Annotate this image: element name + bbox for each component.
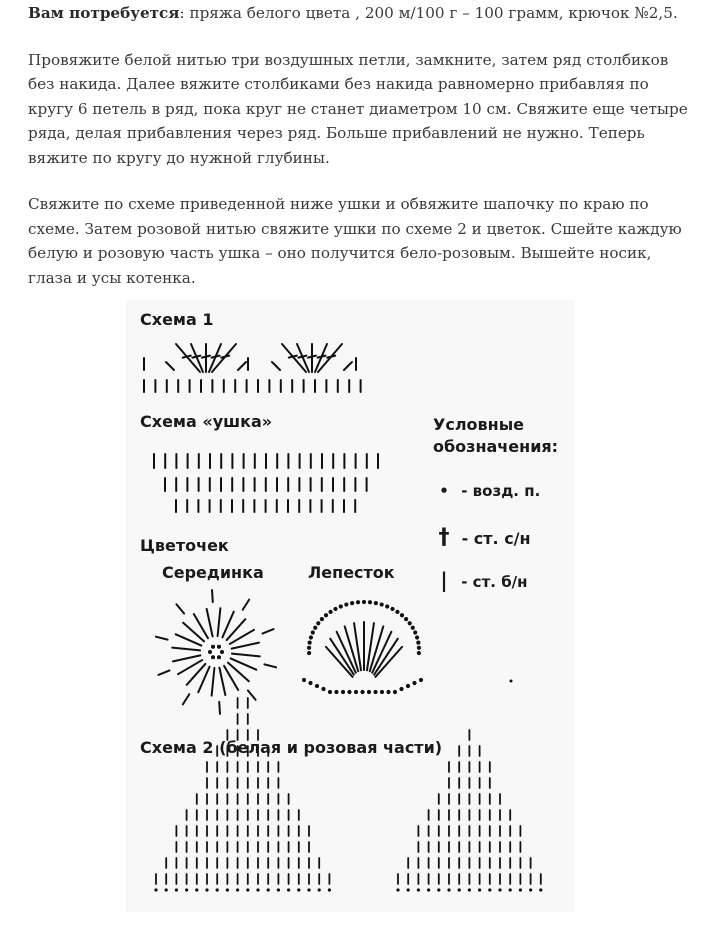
white-part-base-dot [165,888,168,891]
center-chain-dot [208,650,212,654]
petal-chain-dot [339,604,343,608]
petal-base-dot [399,687,403,691]
petal-chain-dot [344,602,348,606]
shell-dc-crossbar [183,356,191,358]
shell-dc-crossbar [192,356,200,358]
pink-part-base-dot [509,888,512,891]
center-ray-mark [218,608,221,636]
pink-part-base-dot [498,888,501,891]
petal-chain-dot [350,601,354,605]
shell-sc-mark [166,362,174,370]
shell-dc-crossbar [318,356,326,358]
white-part-base-dot [195,888,198,891]
center-chain-dot [211,655,215,659]
pink-part-base-dot [529,888,532,891]
white-part-base-dot [216,888,219,891]
shell-sc-mark [272,362,280,370]
pink-part-base-dot [539,888,542,891]
shell-dc-crossbar [308,356,316,358]
center-ray-mark [207,609,213,636]
center-outer-ray-mark [158,670,169,674]
pink-part-base-dot [478,888,481,891]
petal-chain-dot [413,630,417,634]
white-part-base-dot [175,888,178,891]
petal-chain-dot [307,651,311,655]
petal-base-dot [328,690,332,694]
center-ray-mark [172,648,200,651]
legend-item-chain [432,482,540,500]
petal-base-dot [367,690,371,694]
flower-petal-title: Лепесток [308,563,395,582]
petal-chain-dot [356,600,360,604]
petal-base-dot [380,690,384,694]
white-part-base-dot [205,888,208,891]
pink-part-base-dot [447,888,450,891]
shell-dc-crossbar [212,356,220,358]
center-chain-dot [217,655,221,659]
white-part-base-dot [256,888,259,891]
center-chain-dot [217,645,221,649]
petal-chain-dot [400,613,404,617]
shell-sc-mark [238,362,246,370]
center-ray-mark [212,668,215,696]
legend-title [433,414,583,458]
pink-part-base-dot [519,888,522,891]
petal-chain-dot [368,600,372,604]
petal-base-dot [315,684,319,688]
pink-part-base-dot [437,888,440,891]
white-part-base-dot [307,888,310,891]
petal-base-dot [308,681,312,685]
petal-chain-dot [328,610,332,614]
article-text [28,0,688,290]
petal-chain-dot [385,604,389,608]
legend-title-line1: Условные [433,415,525,434]
white-part-base-dot [246,888,249,891]
center-outer-ray-mark [176,604,184,613]
legend-item-dc-text: - ст. с/н [461,529,531,548]
pink-part-base-dot [458,888,461,891]
petal-base-dot [386,690,390,694]
petal-chain-dot [380,602,384,606]
petal-chain-dot [415,635,419,639]
white-part-base-dot [154,888,157,891]
shell-dc-crossbar [298,356,306,358]
bar-icon: | [440,568,448,592]
center-outer-ray-mark [262,629,273,633]
center-ray-mark [232,654,260,657]
petal-chain-dot [416,640,420,644]
petal-base-dot [341,690,345,694]
center-ray-mark [219,668,225,695]
crochet-diagram [126,300,574,912]
instructions-paragraph-2: Свяжите по схеме приведенной ниже ушки и обвяжите шапочку по краю по схеме. Затем розовой нитью свяжите ушки по схеме 2 и цветок. Сшейте каждую белую и розовую часть ушка – оно получится бело-розовым. Вышейте носик, глаза и усы котенка. [28,195,682,287]
pink-part-base-dot [488,888,491,891]
white-part-base-dot [297,888,300,891]
petal-chain-dot [390,607,394,611]
center-chain-dot [211,645,215,649]
pink-part-base-dot [427,888,430,891]
white-part-base-dot [185,888,188,891]
petal-base-dot [347,690,351,694]
petal-base-dot [354,690,358,694]
petal-base-dot [334,690,338,694]
petal-chain-dot [320,617,324,621]
center-ray-mark [232,643,259,649]
petal-chain-dot [324,613,328,617]
petal-base-dot [302,678,306,682]
petal-chain-dot [408,621,412,625]
scheme2-title: Схема 2 (белая и розовая части) [140,738,443,757]
scheme1-title: Схема 1 [140,310,214,329]
white-part-base-dot [328,888,331,891]
petal-base-dot [419,678,423,682]
petal-chain-dot [417,651,421,655]
pink-part-base-dot [407,888,410,891]
shell-dc-crossbar [202,356,210,358]
shell-dc-crossbar [327,356,335,358]
white-part-base-dot [236,888,239,891]
shell-dc-crossbar [221,356,229,358]
legend-title-line2: обозначения: [433,437,559,456]
center-outer-ray-mark [243,600,249,610]
petal-base-dot [373,690,377,694]
dot-icon: • [439,482,449,500]
legend-item-sc [432,568,528,592]
cross-stitch-icon: † [438,525,450,550]
petal-chain-dot [362,600,366,604]
petal-base-dot [393,690,397,694]
petal-base-dot [360,690,364,694]
pink-part-base-dot [468,888,471,891]
white-part-base-dot [267,888,270,891]
petal-chain-dot [311,630,315,634]
center-outer-ray-mark [264,664,276,667]
petal-base-dot [406,684,410,688]
shell-dc-crossbar [289,356,297,358]
pink-part-base-dot [417,888,420,891]
petal-chain-dot [411,626,415,630]
legend-item-sc-text: - ст. б/н [461,573,528,591]
center-ray-mark [173,655,200,661]
shell-sc-mark [344,362,352,370]
petal-chain-dot [417,646,421,650]
instructions-paragraph-1: Провяжите белой нитью три воздушных петли, замкните, затем ряд столбиков без накида. Далее вяжите столбиками без накида равномерно прибавляя по кругу 6 петель в ряд, пока круг не станет диаметром 10 см. Свяжите еще четыре ряда, делая прибавления через ряд. Больше прибавлений не нужно. Теперь вяжите по кругу до нужной глубины. [28,50,688,167]
flower-center-title: Серединка [162,563,264,582]
center-outer-ray-mark [183,694,189,704]
petal-chain-dot [307,646,311,650]
petal-chain-dot [395,610,399,614]
white-part-base-dot [277,888,280,891]
petal-chain-dot [333,607,337,611]
pink-part-base-dot [396,888,399,891]
center-outer-ray-mark [212,590,213,602]
ears-scheme-title: Схема «ушка» [140,412,273,431]
materials-text: : пряжа белого цвета , 200 м/100 г – 100 грамм, крючок №2,5. [179,4,678,22]
center-outer-ray-mark [219,702,220,714]
stray-dot [510,680,513,683]
center-outer-ray-mark [156,637,168,640]
petal-base-dot [321,687,325,691]
legend-item-chain-text: - возд. п. [461,482,541,500]
petal-chain-dot [374,601,378,605]
white-part-base-dot [226,888,229,891]
petal-chain-dot [309,635,313,639]
white-part-base-dot [318,888,321,891]
white-part-base-dot [287,888,290,891]
petal-chain-dot [308,640,312,644]
materials-line [28,1,688,26]
materials-label: Вам потребуется [28,4,180,22]
flower-title: Цветочек [140,536,229,555]
petal-base-dot [412,681,416,685]
petal-chain-dot [313,626,317,630]
petal-chain-dot [316,621,320,625]
petal-chain-dot [404,617,408,621]
center-chain-dot [220,650,224,654]
center-outer-ray-mark [248,690,256,699]
legend-item-dc [432,525,531,550]
diagram-drawing [126,300,574,912]
